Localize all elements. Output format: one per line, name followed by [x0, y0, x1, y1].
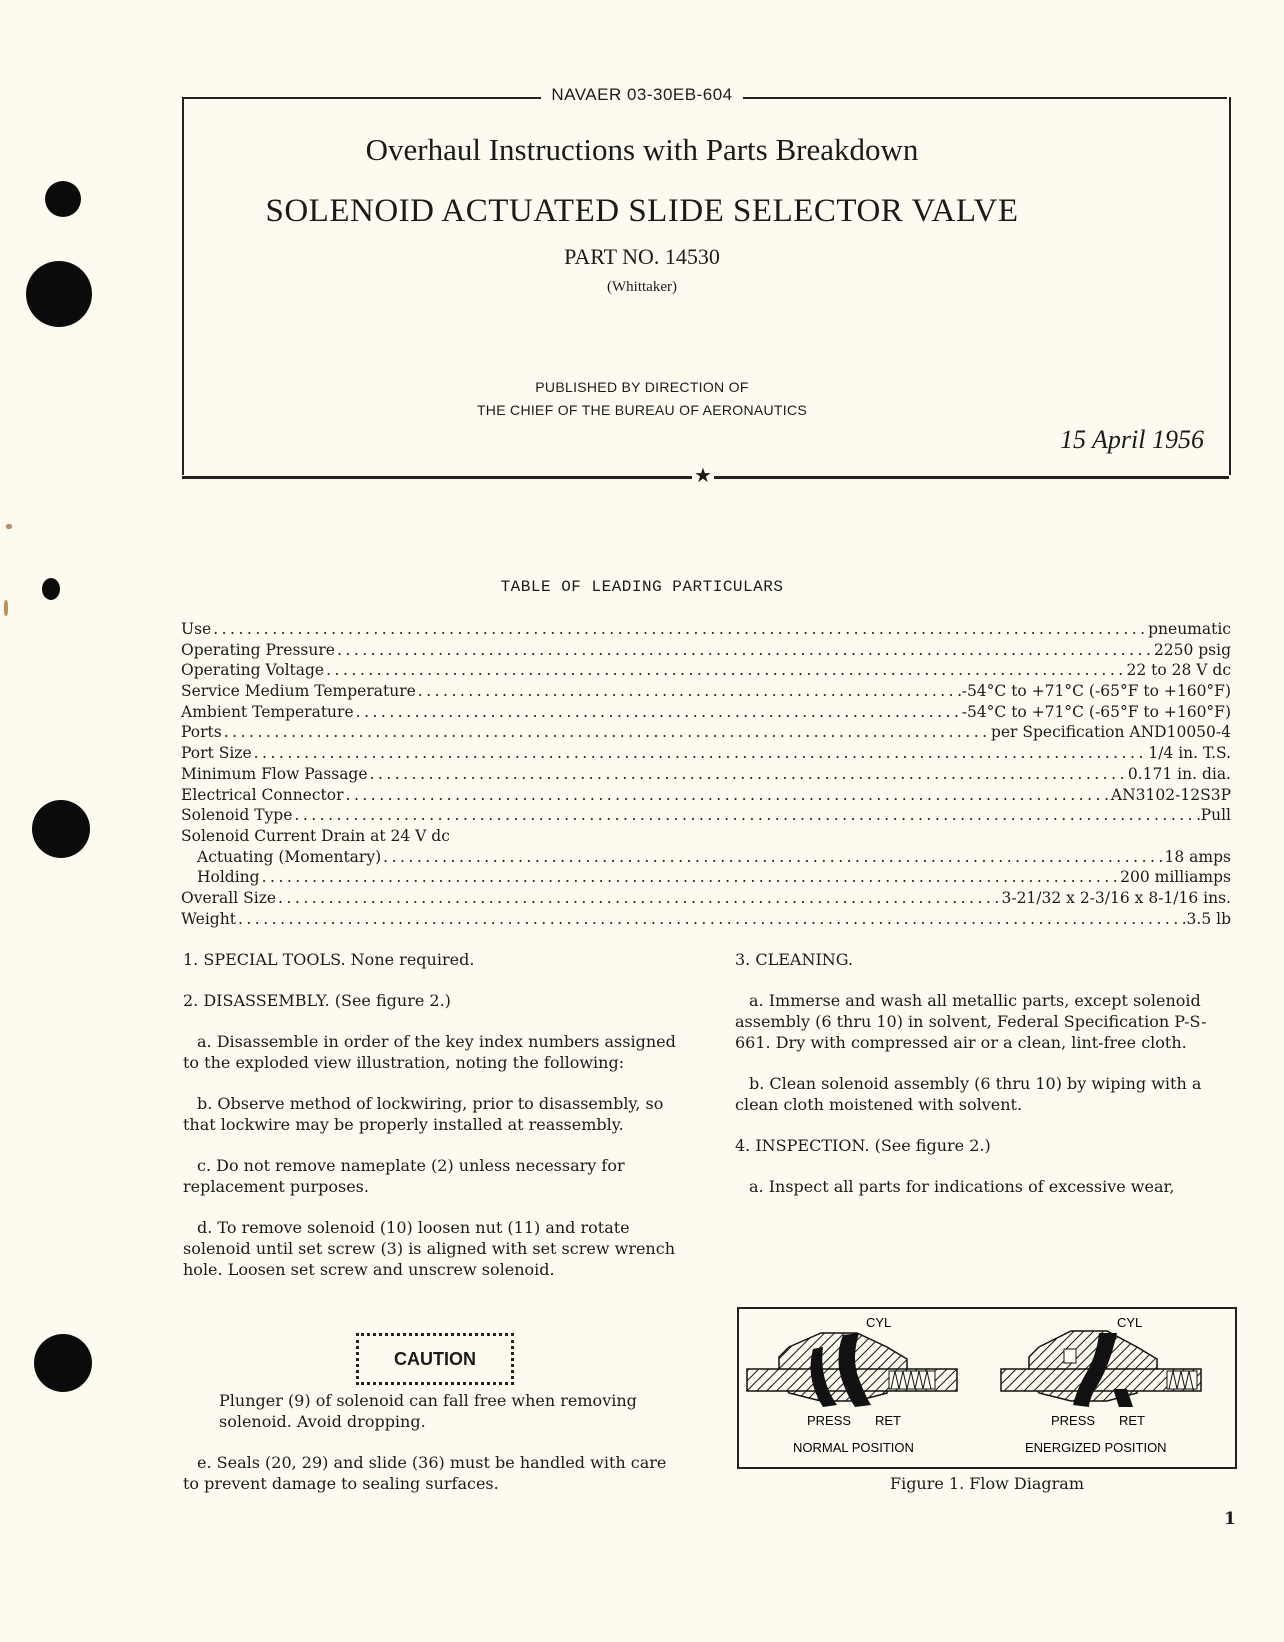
leading-particulars-title: TABLE OF LEADING PARTICULARS [500, 578, 784, 596]
energized-press-label: PRESS [1051, 1413, 1096, 1428]
normal-position-valve-icon [747, 1333, 957, 1407]
paragraph-2a: a. Disassemble in order of the key index numbers assigned to the exploded view illustration, noting the following: [183, 1032, 676, 1072]
energized-ret-label: RET [1119, 1413, 1145, 1428]
normal-position-caption: NORMAL POSITION [793, 1440, 914, 1455]
published-line-2: THE CHIEF OF THE BUREAU OF AERONAUTICS [476, 402, 808, 418]
section-special-tools: 1. SPECIAL TOOLS. None required. [183, 950, 475, 969]
flow-diagram [739, 1309, 1235, 1467]
table-row: Weight ..... 3.5 lb [181, 909, 1231, 930]
table-row: Port Size ..... 1/4 in. T.S. [181, 743, 1231, 764]
stain [4, 600, 8, 616]
table-row: Solenoid Type ..... Pull [181, 805, 1231, 826]
table-row: Operating Pressure ..... 2250 psig [181, 640, 1231, 661]
paragraph-2d: d. To remove solenoid (10) loosen nut (11) and rotate solenoid until set screw (3) is aligned with set screw wrench hole. Loosen set screw and unscrew solenoid. [183, 1218, 675, 1279]
subject-title: SOLENOID ACTUATED SLIDE SELECTOR VALVE [265, 193, 1019, 229]
normal-cyl-label: CYL [866, 1315, 892, 1330]
energized-cyl-label: CYL [1117, 1315, 1143, 1330]
flow-diagram-figure [737, 1307, 1237, 1469]
section-disassembly: 2. DISASSEMBLY. (See figure 2.) [183, 991, 451, 1010]
paragraph-2b: b. Observe method of lockwiring, prior to disassembly, so that lockwire may be properly installed at reassembly. [183, 1094, 664, 1134]
left-column [183, 949, 683, 1300]
binder-hole-4 [34, 1334, 92, 1392]
manufacturer: (Whittaker) [607, 279, 677, 295]
stain [6, 524, 12, 529]
table-row: Ambient Temperature ..... -54°C to +71°C (-65°F to +160°F) [181, 702, 1231, 723]
table-row: Operating Voltage ..... 22 to 28 V dc [181, 660, 1231, 681]
paragraph-4a: a. Inspect all parts for indications of excessive wear, [749, 1177, 1175, 1196]
paragraph-2e: e. Seals (20, 29) and slide (36) must be handled with care to prevent damage to sealing surfaces. [183, 1453, 667, 1493]
table-row: Actuating (Momentary) ..... 18 amps [181, 847, 1231, 868]
figure-caption: Figure 1. Flow Diagram [889, 1474, 1085, 1493]
binder-hole-3 [32, 800, 90, 858]
caution-box: CAUTION [356, 1333, 514, 1385]
table-row: Solenoid Current Drain at 24 V dc [181, 826, 450, 845]
paragraph-2c: c. Do not remove nameplate (2) unless necessary for replacement purposes. [183, 1156, 625, 1196]
published-line-1: PUBLISHED BY DIRECTION OF [535, 379, 749, 395]
table-row: Holding ..... 200 milliamps [181, 867, 1231, 888]
right-column [735, 949, 1235, 1217]
document-title: Overhaul Instructions with Parts Breakdown [365, 132, 919, 167]
normal-press-label: PRESS [807, 1413, 852, 1428]
table-row: Ports ..... per Specification AND10050-4 [181, 722, 1231, 743]
caution-text: Plunger (9) of solenoid can fall free when removing solenoid. Avoid dropping. [219, 1391, 637, 1431]
star-icon: ★ [694, 463, 712, 487]
paragraph-3a: a. Immerse and wash all metallic parts, except solenoid assembly (6 thru 10) in solvent, Federal Specification P-S-661. Dry with compressed air or a clean, lint-free cloth. [735, 991, 1207, 1052]
publication-date: 15 April 1956 [1060, 425, 1204, 454]
paragraph-3b: b. Clean solenoid assembly (6 thru 10) by wiping with a clean cloth moistened with solvent. [735, 1074, 1202, 1114]
table-row: Use ..... pneumatic [181, 619, 1231, 640]
energized-position-valve-icon [1001, 1331, 1201, 1407]
page-number: 1 [1224, 1509, 1236, 1529]
section-cleaning: 3. CLEANING. [735, 950, 854, 969]
leading-particulars-table [181, 619, 1231, 929]
table-row: Minimum Flow Passage ..... 0.171 in. dia. [181, 764, 1231, 785]
paragraph-2e-wrap [183, 1452, 683, 1514]
table-row: Electrical Connector ..... AN3102-12S3P [181, 785, 1231, 806]
part-number: PART NO. 14530 [564, 244, 720, 269]
table-row: Overall Size ..... 3-21/32 x 2-3/16 x 8-1/16 ins. [181, 888, 1231, 909]
normal-ret-label: RET [875, 1413, 901, 1428]
energized-position-caption: ENERGIZED POSITION [1025, 1440, 1167, 1455]
document-number: NAVAER 03-30EB-604 [0, 85, 1284, 105]
table-row: Service Medium Temperature ..... -54°C to +71°C (-65°F to +160°F) [181, 681, 1231, 702]
section-inspection: 4. INSPECTION. (See figure 2.) [735, 1136, 991, 1155]
